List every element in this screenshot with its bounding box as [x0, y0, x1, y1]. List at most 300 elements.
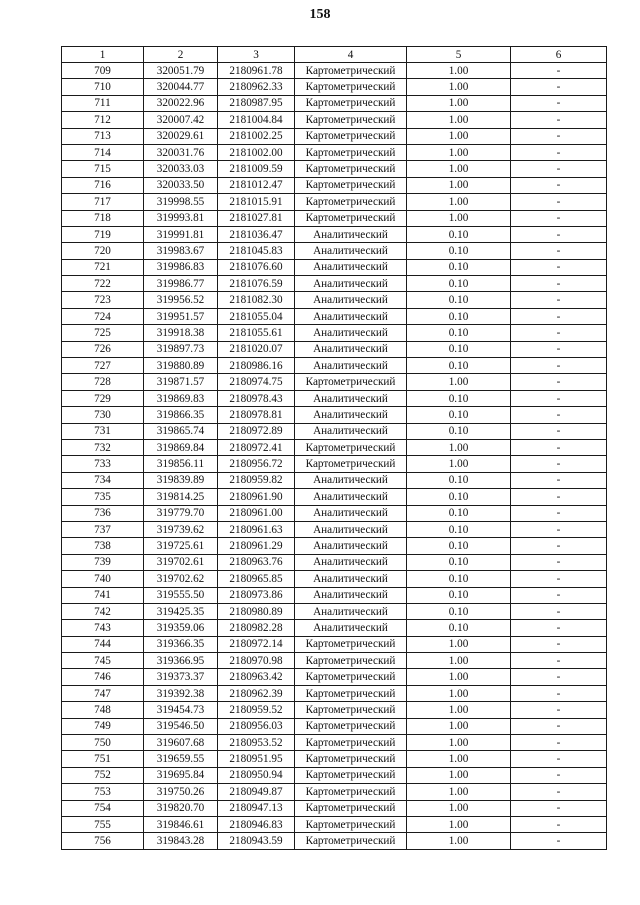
- table-row: [62, 292, 607, 308]
- y-coordinate-cell: 2181076.60: [218, 259, 295, 275]
- y-coordinate-cell: 2180980.89: [218, 603, 295, 619]
- y-coordinate-cell: 2181009.59: [218, 161, 295, 177]
- y-coordinate-cell: 2180961.29: [218, 538, 295, 554]
- accuracy-cell: 1.00: [407, 702, 511, 718]
- note-cell: -: [511, 489, 607, 505]
- point-number-cell: 748: [62, 702, 144, 718]
- table-row: [62, 308, 607, 324]
- point-number-cell: 756: [62, 833, 144, 849]
- table-row: [62, 472, 607, 488]
- header-cell: 1: [62, 47, 144, 63]
- point-number-cell: 731: [62, 423, 144, 439]
- note-cell: -: [511, 751, 607, 767]
- note-cell: -: [511, 194, 607, 210]
- note-cell: -: [511, 226, 607, 242]
- table-row: [62, 505, 607, 521]
- accuracy-cell: 0.10: [407, 276, 511, 292]
- method-cell: Картометрический: [295, 144, 407, 160]
- y-coordinate-cell: 2180963.76: [218, 554, 295, 570]
- note-cell: -: [511, 95, 607, 111]
- table-row: [62, 161, 607, 177]
- y-coordinate-cell: 2180959.52: [218, 702, 295, 718]
- point-number-cell: 735: [62, 489, 144, 505]
- x-coordinate-cell: 319392.38: [144, 685, 218, 701]
- y-coordinate-cell: 2180961.90: [218, 489, 295, 505]
- point-number-cell: 749: [62, 718, 144, 734]
- note-cell: -: [511, 800, 607, 816]
- table-row: [62, 341, 607, 357]
- table-row: [62, 423, 607, 439]
- point-number-cell: 721: [62, 259, 144, 275]
- point-number-cell: 711: [62, 95, 144, 111]
- note-cell: -: [511, 358, 607, 374]
- method-cell: Картометрический: [295, 79, 407, 95]
- accuracy-cell: 1.00: [407, 374, 511, 390]
- note-cell: -: [511, 603, 607, 619]
- point-number-cell: 747: [62, 685, 144, 701]
- accuracy-cell: 1.00: [407, 816, 511, 832]
- x-coordinate-cell: 319702.62: [144, 571, 218, 587]
- y-coordinate-cell: 2180978.81: [218, 407, 295, 423]
- point-number-cell: 738: [62, 538, 144, 554]
- table-row: [62, 603, 607, 619]
- table-row: [62, 784, 607, 800]
- table-row: [62, 407, 607, 423]
- y-coordinate-cell: 2180956.72: [218, 456, 295, 472]
- point-number-cell: 729: [62, 390, 144, 406]
- accuracy-cell: 1.00: [407, 210, 511, 226]
- x-coordinate-cell: 319956.52: [144, 292, 218, 308]
- accuracy-cell: 0.10: [407, 341, 511, 357]
- x-coordinate-cell: 320033.03: [144, 161, 218, 177]
- note-cell: -: [511, 784, 607, 800]
- table-row: [62, 276, 607, 292]
- method-cell: Аналитический: [295, 243, 407, 259]
- point-number-cell: 726: [62, 341, 144, 357]
- table-body: [62, 47, 607, 850]
- method-cell: Картометрический: [295, 685, 407, 701]
- x-coordinate-cell: 319871.57: [144, 374, 218, 390]
- table-row: [62, 521, 607, 537]
- y-coordinate-cell: 2180973.86: [218, 587, 295, 603]
- point-number-cell: 715: [62, 161, 144, 177]
- method-cell: Картометрический: [295, 636, 407, 652]
- point-number-cell: 713: [62, 128, 144, 144]
- note-cell: -: [511, 505, 607, 521]
- note-cell: -: [511, 833, 607, 849]
- point-number-cell: 722: [62, 276, 144, 292]
- y-coordinate-cell: 2180943.59: [218, 833, 295, 849]
- note-cell: -: [511, 767, 607, 783]
- accuracy-cell: 0.10: [407, 620, 511, 636]
- note-cell: -: [511, 735, 607, 751]
- method-cell: Картометрический: [295, 800, 407, 816]
- point-number-cell: 752: [62, 767, 144, 783]
- accuracy-cell: 1.00: [407, 784, 511, 800]
- y-coordinate-cell: 2181002.25: [218, 128, 295, 144]
- y-coordinate-cell: 2180953.52: [218, 735, 295, 751]
- note-cell: -: [511, 128, 607, 144]
- y-coordinate-cell: 2180951.95: [218, 751, 295, 767]
- table-row: [62, 128, 607, 144]
- accuracy-cell: 1.00: [407, 112, 511, 128]
- accuracy-cell: 0.10: [407, 226, 511, 242]
- method-cell: Аналитический: [295, 620, 407, 636]
- note-cell: -: [511, 79, 607, 95]
- method-cell: Картометрический: [295, 653, 407, 669]
- x-coordinate-cell: 319880.89: [144, 358, 218, 374]
- y-coordinate-cell: 2180959.82: [218, 472, 295, 488]
- method-cell: Картометрический: [295, 95, 407, 111]
- x-coordinate-cell: 319454.73: [144, 702, 218, 718]
- accuracy-cell: 1.00: [407, 800, 511, 816]
- accuracy-cell: 0.10: [407, 554, 511, 570]
- method-cell: Аналитический: [295, 554, 407, 570]
- x-coordinate-cell: 319366.95: [144, 653, 218, 669]
- note-cell: -: [511, 407, 607, 423]
- x-coordinate-cell: 319986.77: [144, 276, 218, 292]
- y-coordinate-cell: 2180962.33: [218, 79, 295, 95]
- note-cell: -: [511, 177, 607, 193]
- header-cell: 2: [144, 47, 218, 63]
- note-cell: -: [511, 243, 607, 259]
- table-row: [62, 390, 607, 406]
- y-coordinate-cell: 2181055.04: [218, 308, 295, 324]
- y-coordinate-cell: 2181012.47: [218, 177, 295, 193]
- accuracy-cell: 1.00: [407, 636, 511, 652]
- note-cell: -: [511, 521, 607, 537]
- y-coordinate-cell: 2180982.28: [218, 620, 295, 636]
- y-coordinate-cell: 2181002.00: [218, 144, 295, 160]
- x-coordinate-cell: 319779.70: [144, 505, 218, 521]
- table-header-row: [62, 47, 607, 63]
- x-coordinate-cell: 320051.79: [144, 63, 218, 79]
- accuracy-cell: 1.00: [407, 767, 511, 783]
- table-row: [62, 489, 607, 505]
- accuracy-cell: 0.10: [407, 587, 511, 603]
- note-cell: -: [511, 112, 607, 128]
- x-coordinate-cell: 319843.28: [144, 833, 218, 849]
- point-number-cell: 724: [62, 308, 144, 324]
- table-row: [62, 177, 607, 193]
- accuracy-cell: 1.00: [407, 128, 511, 144]
- x-coordinate-cell: 319866.35: [144, 407, 218, 423]
- y-coordinate-cell: 2180970.98: [218, 653, 295, 669]
- method-cell: Картометрический: [295, 735, 407, 751]
- y-coordinate-cell: 2180961.00: [218, 505, 295, 521]
- table-row: [62, 259, 607, 275]
- method-cell: Аналитический: [295, 472, 407, 488]
- accuracy-cell: 1.00: [407, 718, 511, 734]
- accuracy-cell: 1.00: [407, 144, 511, 160]
- note-cell: -: [511, 292, 607, 308]
- method-cell: Картометрический: [295, 374, 407, 390]
- method-cell: Картометрический: [295, 718, 407, 734]
- table-row: [62, 79, 607, 95]
- note-cell: -: [511, 538, 607, 554]
- method-cell: Аналитический: [295, 571, 407, 587]
- point-number-cell: 709: [62, 63, 144, 79]
- y-coordinate-cell: 2180972.14: [218, 636, 295, 652]
- table-row: [62, 226, 607, 242]
- note-cell: -: [511, 685, 607, 701]
- y-coordinate-cell: 2180986.16: [218, 358, 295, 374]
- x-coordinate-cell: 319659.55: [144, 751, 218, 767]
- point-number-cell: 710: [62, 79, 144, 95]
- method-cell: Картометрический: [295, 128, 407, 144]
- table-row: [62, 112, 607, 128]
- accuracy-cell: 1.00: [407, 685, 511, 701]
- point-number-cell: 744: [62, 636, 144, 652]
- accuracy-cell: 0.10: [407, 571, 511, 587]
- x-coordinate-cell: 319607.68: [144, 735, 218, 751]
- point-number-cell: 723: [62, 292, 144, 308]
- point-number-cell: 753: [62, 784, 144, 800]
- table-row: [62, 144, 607, 160]
- x-coordinate-cell: 319750.26: [144, 784, 218, 800]
- x-coordinate-cell: 320044.77: [144, 79, 218, 95]
- y-coordinate-cell: 2180947.13: [218, 800, 295, 816]
- method-cell: Аналитический: [295, 505, 407, 521]
- y-coordinate-cell: 2180972.89: [218, 423, 295, 439]
- x-coordinate-cell: 319359.06: [144, 620, 218, 636]
- point-number-cell: 741: [62, 587, 144, 603]
- header-cell: 4: [295, 47, 407, 63]
- note-cell: -: [511, 620, 607, 636]
- method-cell: Аналитический: [295, 292, 407, 308]
- x-coordinate-cell: 319846.61: [144, 816, 218, 832]
- method-cell: Аналитический: [295, 259, 407, 275]
- x-coordinate-cell: 319918.38: [144, 325, 218, 341]
- table-row: [62, 243, 607, 259]
- y-coordinate-cell: 2180963.42: [218, 669, 295, 685]
- x-coordinate-cell: 320022.96: [144, 95, 218, 111]
- method-cell: Аналитический: [295, 341, 407, 357]
- method-cell: Аналитический: [295, 538, 407, 554]
- note-cell: -: [511, 63, 607, 79]
- table-row: [62, 751, 607, 767]
- x-coordinate-cell: 319865.74: [144, 423, 218, 439]
- table-row: [62, 800, 607, 816]
- point-number-cell: 714: [62, 144, 144, 160]
- table-row: [62, 833, 607, 849]
- point-number-cell: 712: [62, 112, 144, 128]
- method-cell: Картометрический: [295, 669, 407, 685]
- note-cell: -: [511, 653, 607, 669]
- note-cell: -: [511, 341, 607, 357]
- x-coordinate-cell: 319814.25: [144, 489, 218, 505]
- point-number-cell: 727: [62, 358, 144, 374]
- y-coordinate-cell: 2180950.94: [218, 767, 295, 783]
- note-cell: -: [511, 161, 607, 177]
- note-cell: -: [511, 587, 607, 603]
- method-cell: Картометрический: [295, 833, 407, 849]
- y-coordinate-cell: 2181027.81: [218, 210, 295, 226]
- accuracy-cell: 0.10: [407, 603, 511, 619]
- x-coordinate-cell: 319702.61: [144, 554, 218, 570]
- point-number-cell: 725: [62, 325, 144, 341]
- note-cell: -: [511, 423, 607, 439]
- table-row: [62, 571, 607, 587]
- accuracy-cell: 0.10: [407, 308, 511, 324]
- note-cell: -: [511, 374, 607, 390]
- table-row: [62, 358, 607, 374]
- accuracy-cell: 1.00: [407, 194, 511, 210]
- method-cell: Картометрический: [295, 784, 407, 800]
- accuracy-cell: 1.00: [407, 456, 511, 472]
- x-coordinate-cell: 319839.89: [144, 472, 218, 488]
- accuracy-cell: 0.10: [407, 243, 511, 259]
- method-cell: Аналитический: [295, 587, 407, 603]
- accuracy-cell: 1.00: [407, 63, 511, 79]
- x-coordinate-cell: 319869.83: [144, 390, 218, 406]
- accuracy-cell: 1.00: [407, 439, 511, 455]
- method-cell: Картометрический: [295, 161, 407, 177]
- point-number-cell: 716: [62, 177, 144, 193]
- note-cell: -: [511, 276, 607, 292]
- point-number-cell: 720: [62, 243, 144, 259]
- point-number-cell: 743: [62, 620, 144, 636]
- y-coordinate-cell: 2180978.43: [218, 390, 295, 406]
- y-coordinate-cell: 2180972.41: [218, 439, 295, 455]
- point-number-cell: 746: [62, 669, 144, 685]
- table-row: [62, 325, 607, 341]
- method-cell: Аналитический: [295, 407, 407, 423]
- table-row: [62, 587, 607, 603]
- accuracy-cell: 1.00: [407, 79, 511, 95]
- x-coordinate-cell: 319425.35: [144, 603, 218, 619]
- x-coordinate-cell: 319986.83: [144, 259, 218, 275]
- table-row: [62, 194, 607, 210]
- table-row: [62, 63, 607, 79]
- x-coordinate-cell: 320029.61: [144, 128, 218, 144]
- point-number-cell: 730: [62, 407, 144, 423]
- accuracy-cell: 1.00: [407, 751, 511, 767]
- method-cell: Аналитический: [295, 325, 407, 341]
- y-coordinate-cell: 2181076.59: [218, 276, 295, 292]
- accuracy-cell: 0.10: [407, 407, 511, 423]
- note-cell: -: [511, 308, 607, 324]
- x-coordinate-cell: 319695.84: [144, 767, 218, 783]
- point-number-cell: 740: [62, 571, 144, 587]
- point-number-cell: 718: [62, 210, 144, 226]
- accuracy-cell: 1.00: [407, 161, 511, 177]
- y-coordinate-cell: 2180974.75: [218, 374, 295, 390]
- method-cell: Картометрический: [295, 767, 407, 783]
- method-cell: Аналитический: [295, 521, 407, 537]
- x-coordinate-cell: 320007.42: [144, 112, 218, 128]
- y-coordinate-cell: 2181036.47: [218, 226, 295, 242]
- point-number-cell: 737: [62, 521, 144, 537]
- table-row: [62, 735, 607, 751]
- point-number-cell: 717: [62, 194, 144, 210]
- y-coordinate-cell: 2180961.78: [218, 63, 295, 79]
- accuracy-cell: 0.10: [407, 292, 511, 308]
- note-cell: -: [511, 325, 607, 341]
- point-number-cell: 733: [62, 456, 144, 472]
- table-row: [62, 669, 607, 685]
- table-row: [62, 554, 607, 570]
- method-cell: Аналитический: [295, 226, 407, 242]
- coordinates-table: [61, 46, 607, 850]
- accuracy-cell: 1.00: [407, 833, 511, 849]
- y-coordinate-cell: 2181020.07: [218, 341, 295, 357]
- accuracy-cell: 0.10: [407, 489, 511, 505]
- note-cell: -: [511, 456, 607, 472]
- accuracy-cell: 0.10: [407, 538, 511, 554]
- header-cell: 3: [218, 47, 295, 63]
- table-row: [62, 653, 607, 669]
- method-cell: Аналитический: [295, 489, 407, 505]
- point-number-cell: 751: [62, 751, 144, 767]
- header-cell: 6: [511, 47, 607, 63]
- accuracy-cell: 0.10: [407, 259, 511, 275]
- method-cell: Картометрический: [295, 112, 407, 128]
- table-row: [62, 210, 607, 226]
- x-coordinate-cell: 319983.67: [144, 243, 218, 259]
- note-cell: -: [511, 702, 607, 718]
- accuracy-cell: 0.10: [407, 472, 511, 488]
- method-cell: Аналитический: [295, 276, 407, 292]
- accuracy-cell: 0.10: [407, 423, 511, 439]
- method-cell: Картометрический: [295, 439, 407, 455]
- x-coordinate-cell: 319820.70: [144, 800, 218, 816]
- table-row: [62, 95, 607, 111]
- method-cell: Картометрический: [295, 210, 407, 226]
- x-coordinate-cell: 319555.50: [144, 587, 218, 603]
- method-cell: Аналитический: [295, 423, 407, 439]
- note-cell: -: [511, 636, 607, 652]
- y-coordinate-cell: 2180949.87: [218, 784, 295, 800]
- point-number-cell: 750: [62, 735, 144, 751]
- method-cell: Картометрический: [295, 456, 407, 472]
- note-cell: -: [511, 439, 607, 455]
- table-row: [62, 767, 607, 783]
- x-coordinate-cell: 319546.50: [144, 718, 218, 734]
- note-cell: -: [511, 571, 607, 587]
- y-coordinate-cell: 2180946.83: [218, 816, 295, 832]
- method-cell: Аналитический: [295, 358, 407, 374]
- method-cell: Аналитический: [295, 308, 407, 324]
- point-number-cell: 742: [62, 603, 144, 619]
- y-coordinate-cell: 2181015.91: [218, 194, 295, 210]
- header-cell: 5: [407, 47, 511, 63]
- table-row: [62, 718, 607, 734]
- point-number-cell: 728: [62, 374, 144, 390]
- note-cell: -: [511, 210, 607, 226]
- accuracy-cell: 0.10: [407, 505, 511, 521]
- accuracy-cell: 0.10: [407, 358, 511, 374]
- note-cell: -: [511, 472, 607, 488]
- method-cell: Картометрический: [295, 194, 407, 210]
- x-coordinate-cell: 319991.81: [144, 226, 218, 242]
- note-cell: -: [511, 554, 607, 570]
- x-coordinate-cell: 319739.62: [144, 521, 218, 537]
- table-row: [62, 816, 607, 832]
- table-row: [62, 702, 607, 718]
- note-cell: -: [511, 259, 607, 275]
- accuracy-cell: 1.00: [407, 95, 511, 111]
- note-cell: -: [511, 144, 607, 160]
- table-row: [62, 538, 607, 554]
- point-number-cell: 754: [62, 800, 144, 816]
- table-row: [62, 636, 607, 652]
- point-number-cell: 734: [62, 472, 144, 488]
- point-number-cell: 736: [62, 505, 144, 521]
- table-row: [62, 620, 607, 636]
- y-coordinate-cell: 2180965.85: [218, 571, 295, 587]
- x-coordinate-cell: 319993.81: [144, 210, 218, 226]
